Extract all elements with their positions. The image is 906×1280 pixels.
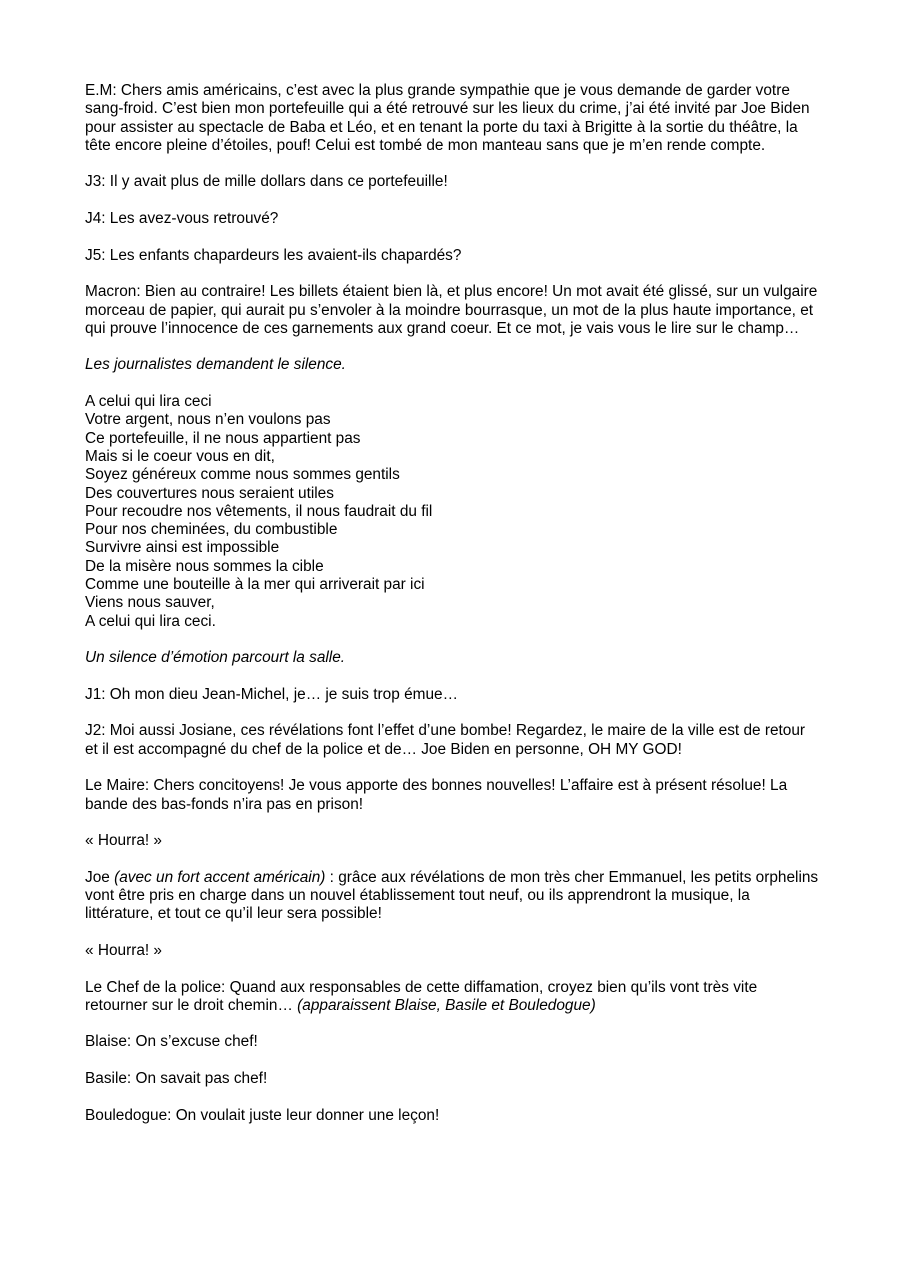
dialogue-paragraph: « Hourra! » <box>85 832 162 850</box>
poem-line: Pour nos cheminées, du combustible <box>85 521 338 539</box>
dialogue-text: Joe <box>85 868 115 886</box>
poem-line: Pour recoudre nos vêtements, il nous faudrait du fil <box>85 502 433 520</box>
poem-line: A celui qui lira ceci. <box>85 612 216 630</box>
dialogue-paragraph: Le Maire: Chers concitoyens! Je vous apporte des bonnes nouvelles! L’affaire est à présent résolue! La bande des bas-fonds n’ira pas en prison! <box>85 777 788 813</box>
stage-direction: Les journalistes demandent le silence. <box>85 356 346 374</box>
dialogue-paragraph: Basile: On savait pas chef! <box>85 1070 268 1088</box>
poem-line: Comme une bouteille à la mer qui arriverait par ici <box>85 576 425 594</box>
dialogue-text: : grâce aux révélations de mon très cher Emmanuel, les petits orphelins vont être pris en charge dans un nouvel établissement tout neuf, ou ils apprendront la musique, la littérature, et tout ce qu’il leur sera possible! <box>85 868 819 923</box>
poem-line: Ce portefeuille, il ne nous appartient pas <box>85 429 361 447</box>
dialogue-paragraph <box>85 869 822 924</box>
poem-line: A celui qui lira ceci <box>85 393 212 411</box>
stage-direction: Un silence d’émotion parcourt la salle. <box>85 649 346 667</box>
dialogue-paragraph: J4: Les avez-vous retrouvé? <box>85 210 279 228</box>
poem-line: De la misère nous sommes la cible <box>85 557 324 575</box>
stage-direction-inline: (avec un fort accent américain) <box>114 868 326 886</box>
poem-line: Survivre ainsi est impossible <box>85 539 280 557</box>
dialogue-paragraph: Macron: Bien au contraire! Les billets étaient bien là, et plus encore! Un mot avait été glissé, sur un vulgaire morceau de papier, qui aurait pu s’envoler à la moindre bourrasque, un mot de la plus haute importance, et qui prouve l’innocence de ces garnements aux grand coeur. Et ce mot, je vais vous le lire sur le champ… <box>85 283 818 337</box>
poem-block <box>85 393 822 631</box>
dialogue-paragraph: E.M: Chers amis américains, c’est avec la plus grande sympathie que je vous demande de garder votre sang-froid. C’est bien mon portefeuille qui a été retrouvé sur les lieux du crime, j’ai été invité par Joe Biden pour assister au spectacle de Baba et Léo, et en tenant la porte du taxi à Brigitte à la sortie du théâtre, la tête encore pleine d’étoiles, pouf! Celui est tombé de mon manteau sans que je m’en rende compte. <box>85 82 810 154</box>
poem-line: Des couvertures nous seraient utiles <box>85 484 334 502</box>
dialogue-paragraph: Blaise: On s’excuse chef! <box>85 1033 258 1051</box>
poem-line: Viens nous sauver, <box>85 594 215 612</box>
dialogue-paragraph: J1: Oh mon dieu Jean-Michel, je… je suis trop émue… <box>85 685 458 703</box>
dialogue-paragraph: Bouledogue: On voulait juste leur donner une leçon! <box>85 1106 440 1124</box>
dialogue-paragraph: J2: Moi aussi Josiane, ces révélations font l’effet d’une bombe! Regardez, le maire de la ville est de retour et il est accompagné du chef de la police et de… Joe Biden en personne, OH MY GOD! <box>85 722 806 758</box>
dialogue-paragraph <box>85 979 822 1016</box>
poem-line: Mais si le coeur vous en dit, <box>85 447 275 465</box>
poem-line: Soyez généreux comme nous sommes gentils <box>85 466 400 484</box>
dialogue-paragraph: « Hourra! » <box>85 941 162 959</box>
dialogue-text: Le Chef de la police: Quand aux responsables de cette diffamation, croyez bien qu’ils vont très vite retourner sur le droit chemin… <box>85 978 758 1014</box>
stage-direction-inline: (apparaissent Blaise, Basile et Bouledogue) <box>297 996 596 1014</box>
script-body <box>85 82 822 1125</box>
dialogue-paragraph: J3: Il y avait plus de mille dollars dans ce portefeuille! <box>85 173 448 191</box>
poem-line: Votre argent, nous n’en voulons pas <box>85 411 331 429</box>
dialogue-paragraph: J5: Les enfants chapardeurs les avaient-ils chapardés? <box>85 246 462 264</box>
